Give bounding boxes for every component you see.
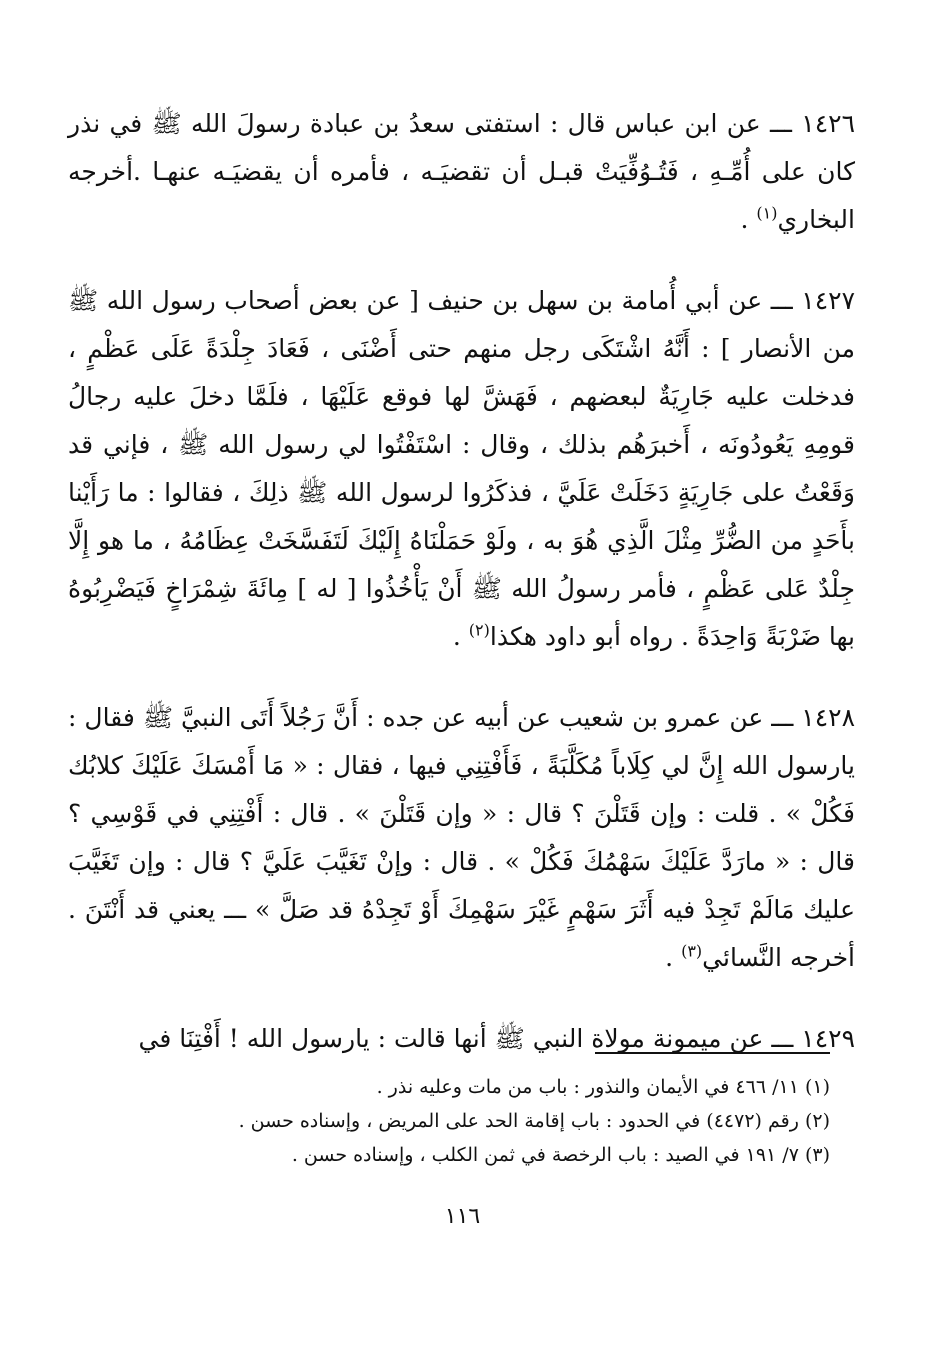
hadith-1427 <box>68 277 855 661</box>
hadith-1426 <box>68 100 855 244</box>
page-body <box>68 100 855 1063</box>
hadith-text: ـــ عن أبي أُمامة بن سهل بن حنيف [ عن بعض أصحاب رسول الله ﷺ من الأنصار ] : أَنَّهُ اشْتَكَى رجل منهم حتى أَضْنَى ، فَعَادَ جِلْدَةً عَلَى عَظْمٍ ، فدخلت عليه جَارِيَةٌ لبعضهم ، فَهَشَّ لها فوقع عَلَيْهَا ، فلَمَّا دخلَ عليه رجالُ قومِهِ يَعُودُونَه ، أَخبرَهُم بذلك ، وقال : اسْتَفْتُوا لي رسول الله ﷺ ، فإني قد وَقَعْتُ على جَارِيَةٍ دَخَلَتْ عَلَيَّ ، فذكَرُوا لرسول الله ﷺ ذلِكَ ، فقالوا : ما رَأَيْنا بأَحَدٍ من الضُّرِّ مِثْلَ الَّذِي هُوَ به ، ولَوْ حَمَلْنَاهُ إِلَيْكَ لَتَفَسَّخَتْ عِظَامُهُ ، ما هو إِلَّا جِلْدٌ عَلى عَظْمٍ ، فأمر رسولُ الله ﷺ أَنْ يَأْخُذُوا [ له ] مِائَةَ شِمْرَاخٍ فَيَضْرِبُوهُ بها ضَرْبَةً وَاحِدَةً . رواه أبو داود هكذا <box>68 286 855 651</box>
hadith-end: . <box>452 622 469 651</box>
footnote-2: (٢) رقم (٤٤٧٢) في الحدود : باب إقامة الحد على المريض ، وإسناده حسن . <box>238 1110 830 1132</box>
page-number: ١١٦ <box>444 1204 481 1229</box>
hadith-end: . <box>740 205 757 234</box>
hadith-text: ـــ عن عمرو بن شعيب عن أبيه عن جده : أَنَّ رَجُلاً أَتَى النبيَّ ﷺ فقال : يارسول الله إِنَّ لي كِلَاباً مُكَلَّبَةً ، فَأَفْتِنِي فيها ، فقال : « مَا أَمْسَكَ عَلَيْكَ كلابُك فَكُلْ » . قلت : وإن قَتَلْنَ ؟ قال : « وإن قَتَلْنَ » . قال : أَفْتِنِي في قَوْسِي ؟ قال : « مارَدَّ عَلَيْكَ سَهْمُكَ فَكُلْ » . قال : وإنْ تَغَيَّبَ عَلَيَّ ؟ قال : وإن تَغَيَّبَ عليك مَالَمْ تَجِدْ فيه أَثَرَ سَهْمٍ غَيْرَ سَهْمِكَ أَوْ تَجِدْهُ قد صَلَّ » ـــ يعني قد أَنْتَنَ . أخرجه النَّسائي <box>68 703 855 972</box>
hadith-1429 <box>68 1015 855 1063</box>
hadith-number: ١٤٢٧ <box>801 286 855 315</box>
footnote-1: (١) ١١/ ٤٦٦ في الأيمان والنذور : باب من مات وعليه نذر . <box>376 1076 830 1098</box>
hadith-text: ـــ عن ميمونة مولاة النبي ﷺ أنها قالت : يارسول الله ! أَفْتِنَا في <box>138 1024 794 1053</box>
footnote-3: (٣) ٧/ ١٩١ في الصيد : باب الرخصة في ثمن الكلب ، وإسناده حسن . <box>291 1144 830 1166</box>
hadith-text: ـــ عن ابن عباس قال : استفتى سعدُ بن عبادة رسولَ الله ﷺ في نذر كان على أُمِّـهِ ، فَتُـوُفِّيَتْ قبـل أن تقضيَـه ، فأمره أن يقضيَـه عنهـا .أخرجه البخاري <box>68 109 855 234</box>
footnote-ref: (٣) <box>681 941 703 961</box>
hadith-1428 <box>68 694 855 982</box>
footnote-ref: (١) <box>756 203 778 223</box>
hadith-number: ١٤٢٦ <box>801 109 855 138</box>
footnotes <box>70 1070 830 1172</box>
footnote-ref: (٢) <box>468 620 490 640</box>
hadith-end: . <box>665 943 682 972</box>
footnote-divider <box>595 1052 830 1054</box>
hadith-number: ١٤٢٩ <box>801 1024 855 1053</box>
hadith-number: ١٤٢٨ <box>801 703 855 732</box>
